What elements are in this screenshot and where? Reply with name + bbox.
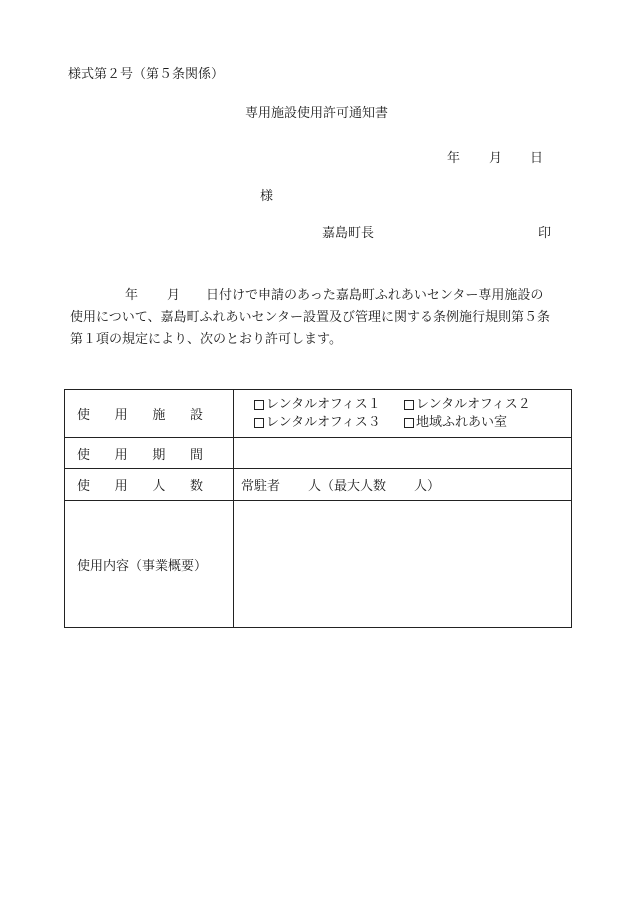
date-month-label: 月 (489, 151, 503, 166)
notice-body (70, 285, 570, 351)
people-label: 使 用 人 数 (65, 469, 234, 501)
option-rental-office-1[interactable]: レンタルオフィス１ (254, 396, 404, 414)
body-year-label: 年 (125, 288, 139, 303)
body-line-1 (70, 285, 570, 307)
content-label: 使用内容（事業概要） (65, 501, 234, 628)
content-value[interactable] (234, 501, 572, 628)
content-row (65, 501, 572, 628)
date-line (447, 152, 543, 165)
checkbox-icon[interactable] (404, 418, 414, 428)
facility-row (65, 390, 572, 438)
issuer-name: 嘉島町長 (322, 226, 375, 241)
max-unit-label: 人） (414, 479, 441, 494)
date-day-label: 日 (530, 151, 544, 166)
checkbox-icon[interactable] (254, 418, 264, 428)
period-value[interactable] (234, 438, 572, 469)
form-number: 様式第２号（第５条関係） (68, 67, 225, 82)
resident-unit-label: 人（最大人数 (308, 479, 387, 494)
people-value[interactable] (234, 469, 572, 501)
period-row (65, 438, 572, 469)
body-line-2: 使用について、嘉島町ふれあいセンター設置及び管理に関する条例施行規則第５条 (70, 310, 550, 325)
option-rental-office-3[interactable]: レンタルオフィス３ (254, 414, 404, 432)
document-title: 専用施設使用許可通知書 (245, 106, 389, 121)
permit-details-table (64, 389, 572, 628)
checkbox-icon[interactable] (404, 400, 414, 410)
resident-label: 常駐者 (241, 479, 281, 494)
date-year-label: 年 (447, 151, 461, 166)
people-row (65, 469, 572, 501)
period-label: 使 用 期 間 (65, 438, 234, 469)
body-line-1-text: 日付けで申請のあった嘉島町ふれあいセンター専用施設の (206, 288, 544, 303)
option-rental-office-2[interactable]: レンタルオフィス２ (404, 396, 531, 414)
body-line-3: 第１項の規定により、次のとおり許可します。 (70, 332, 342, 347)
seal-mark: 印 (538, 226, 552, 241)
option-community-room[interactable]: 地域ふれあい室 (404, 414, 507, 432)
addressee-honorific: 様 (260, 189, 274, 204)
body-month-label: 月 (167, 288, 181, 303)
checkbox-icon[interactable] (254, 400, 264, 410)
facility-options (234, 390, 572, 438)
facility-label: 使 用 施 設 (65, 390, 234, 438)
